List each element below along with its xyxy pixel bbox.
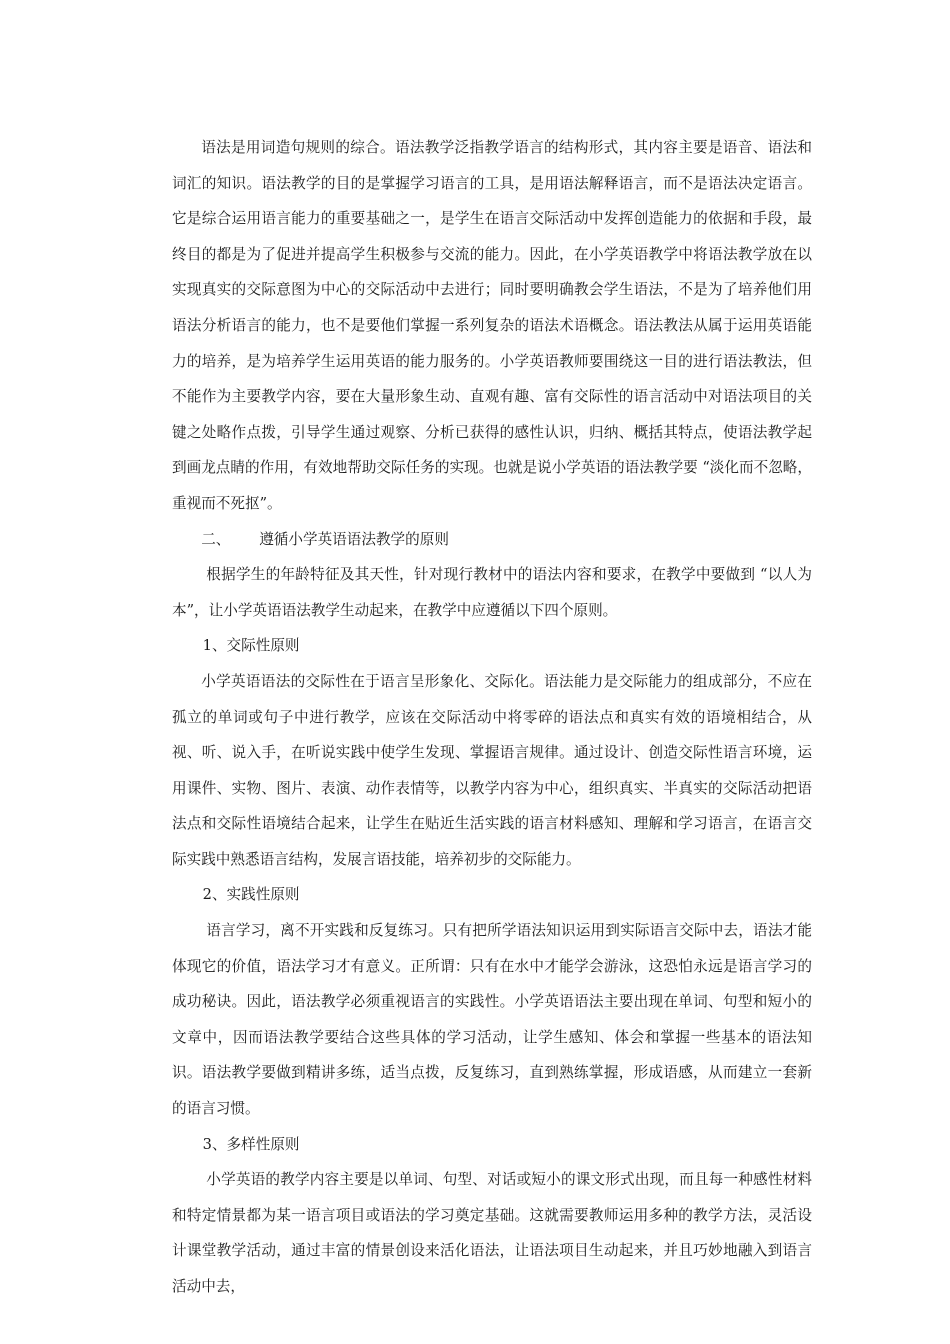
section-number: 二、 (201, 530, 231, 548)
paragraph-diversity: 小学英语的教学内容主要是以单词、句型、对话或短小的课文形式出现，而且每一种感性材料和特定情景都为某一语言项目或语法的学习奠定基础。这就需要教师运用多种的教学方法，灵活设计课堂教学活动，通过丰富的情景创设来活化语法，让语法项目生动起来，并且巧妙地融入到语言活动中去， (172, 1171, 812, 1295)
subheading-practice: 2、实践性原则 (202, 886, 300, 904)
subheading-communicative: 1、交际性原则 (202, 637, 300, 655)
paragraph-principles-intro: 根据学生的年龄特征及其天性，针对现行教材中的语法内容和要求，在教学中要做到 “以人为本”，让小学英语语法教学生动起来，在教学中应遵循以下四个原则。 (172, 566, 812, 619)
paragraph-practice: 语言学习，离不开实践和反复练习。只有把所学语法知识运用到实际语言交际中去，语法才能体现它的价值，语法学习才有意义。正所谓：只有在水中才能学会游泳，这恐怕永远是语言学习的成功秘诀。因此，语法教学必须重视语言的实践性。小学英语语法主要出现在单词、句型和短小的文章中，因而语法教学要结合这些具体的学习活动，让学生感知、体会和掌握一些基本的语法知识。语法教学要做到精讲多练，适当点拨，反复练习，直到熟练掌握，形成语感，从而建立一套新的语言习惯。 (172, 922, 812, 1118)
subheading-diversity: 3、多样性原则 (202, 1135, 300, 1153)
document-body (172, 130, 812, 1305)
section-heading-principles (172, 522, 812, 558)
paragraph-communicative: 小学英语语法的交际性在于语言呈形象化、交际化。语法能力是交际能力的组成部分，不应在孤立的单词或句子中进行教学，应该在交际活动中将零碎的语法点和真实有效的语境相结合，从视、听、说入手，在听说实践中使学生发现、掌握语言规律。通过设计、创造交际性语言环境，运用课件、实物、图片、表演、动作表情等，以教学内容为中心，组织真实、半真实的交际活动把语法点和交际性语境结合起来，让学生在贴近生活实践的语言材料感知、理解和学习语言，在语言交际实践中熟悉语言结构，发展言语技能，培养初步的交际能力。 (172, 672, 812, 868)
paragraph-grammar-definition: 语法是用词造句规则的综合。语法教学泛指教学语言的结构形式，其内容主要是语音、语法和词汇的知识。语法教学的目的是掌握学习语言的工具，是用语法解释语言，而不是语法决定语言。它是综合运用语言能力的重要基础之一，是学生在语言交际活动中发挥创造能力的依据和手段，最终目的都是为了促进并提高学生积极参与交流的能力。因此，在小学英语教学中将语法教学放在以实现真实的交际意图为中心的交际活动中去进行；同时要明确教会学生语法，不是为了培养他们用语法分析语言的能力，也不是要他们掌握一系列复杂的语法术语概念。语法教法从属于运用英语能力的培养，是为培养学生运用英语的能力服务的。小学英语教师要围绕这一目的进行语法教法，但不能作为主要教学内容，要在大量形象生动、直观有趣、富有交际性的语言活动中对语法项目的关键之处略作点拨，引导学生通过观察、分析已获得的感性认识，归纳、概括其特点，使语法教学起到画龙点睛的作用，有效地帮助交际任务的实现。也就是说小学英语的语法教学要 “淡化而不忽略，重视而不死抠”。 (172, 139, 812, 512)
section-title: 遵循小学英语语法教学的原则 (259, 530, 449, 548)
